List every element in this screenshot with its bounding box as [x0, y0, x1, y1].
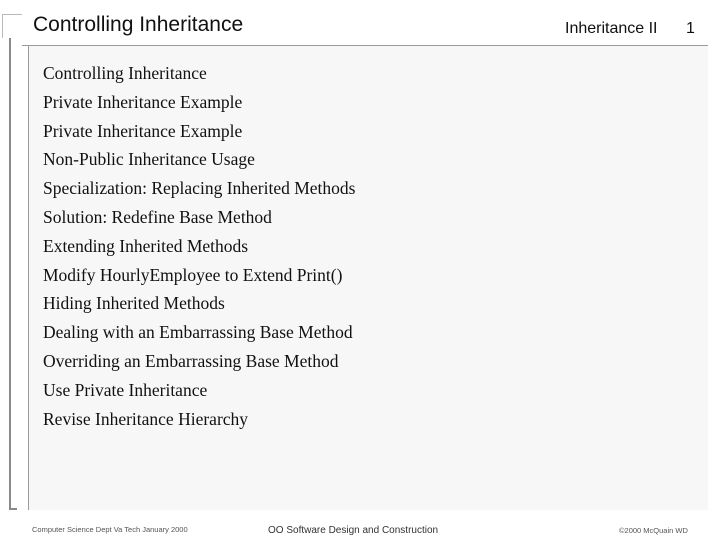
toc-item: Extending Inherited Methods	[43, 235, 249, 256]
page-number: 1	[686, 20, 695, 37]
toc-item: Hiding Inherited Methods	[43, 293, 225, 314]
toc-item: Solution: Redefine Base Method	[43, 206, 272, 227]
frame-left-outer-cap	[9, 508, 17, 510]
section-name: Inheritance II	[565, 20, 658, 37]
footer-course-title: OO Software Design and Construction	[268, 525, 439, 536]
frame-left-outer-line	[9, 38, 11, 510]
footer-department: Computer Science Dept Va Tech January 2000	[32, 525, 188, 534]
footer-copyright: ©2000 McQuain WD	[619, 526, 688, 535]
frame-corner-left-line	[2, 14, 3, 38]
toc-item: Overriding an Embarrassing Base Method	[43, 350, 339, 371]
toc-item: Private Inheritance Example	[43, 120, 243, 141]
toc-item: Specialization: Replacing Inherited Methods	[43, 178, 356, 199]
toc-item: Non-Public Inheritance Usage	[43, 149, 255, 170]
toc-list	[43, 59, 355, 433]
toc-item: Use Private Inheritance	[43, 379, 208, 400]
toc-item: Controlling Inheritance	[43, 63, 207, 83]
toc-item: Private Inheritance Example	[43, 91, 243, 112]
toc-item: Modify HourlyEmployee to Extend Print()	[43, 264, 343, 285]
frame-corner-top-line	[2, 14, 22, 15]
slide-title: Controlling Inheritance	[33, 13, 244, 36]
toc-item: Dealing with an Embarrassing Base Method	[43, 322, 353, 343]
toc-item: Revise Inheritance Hierarchy	[43, 408, 249, 429]
